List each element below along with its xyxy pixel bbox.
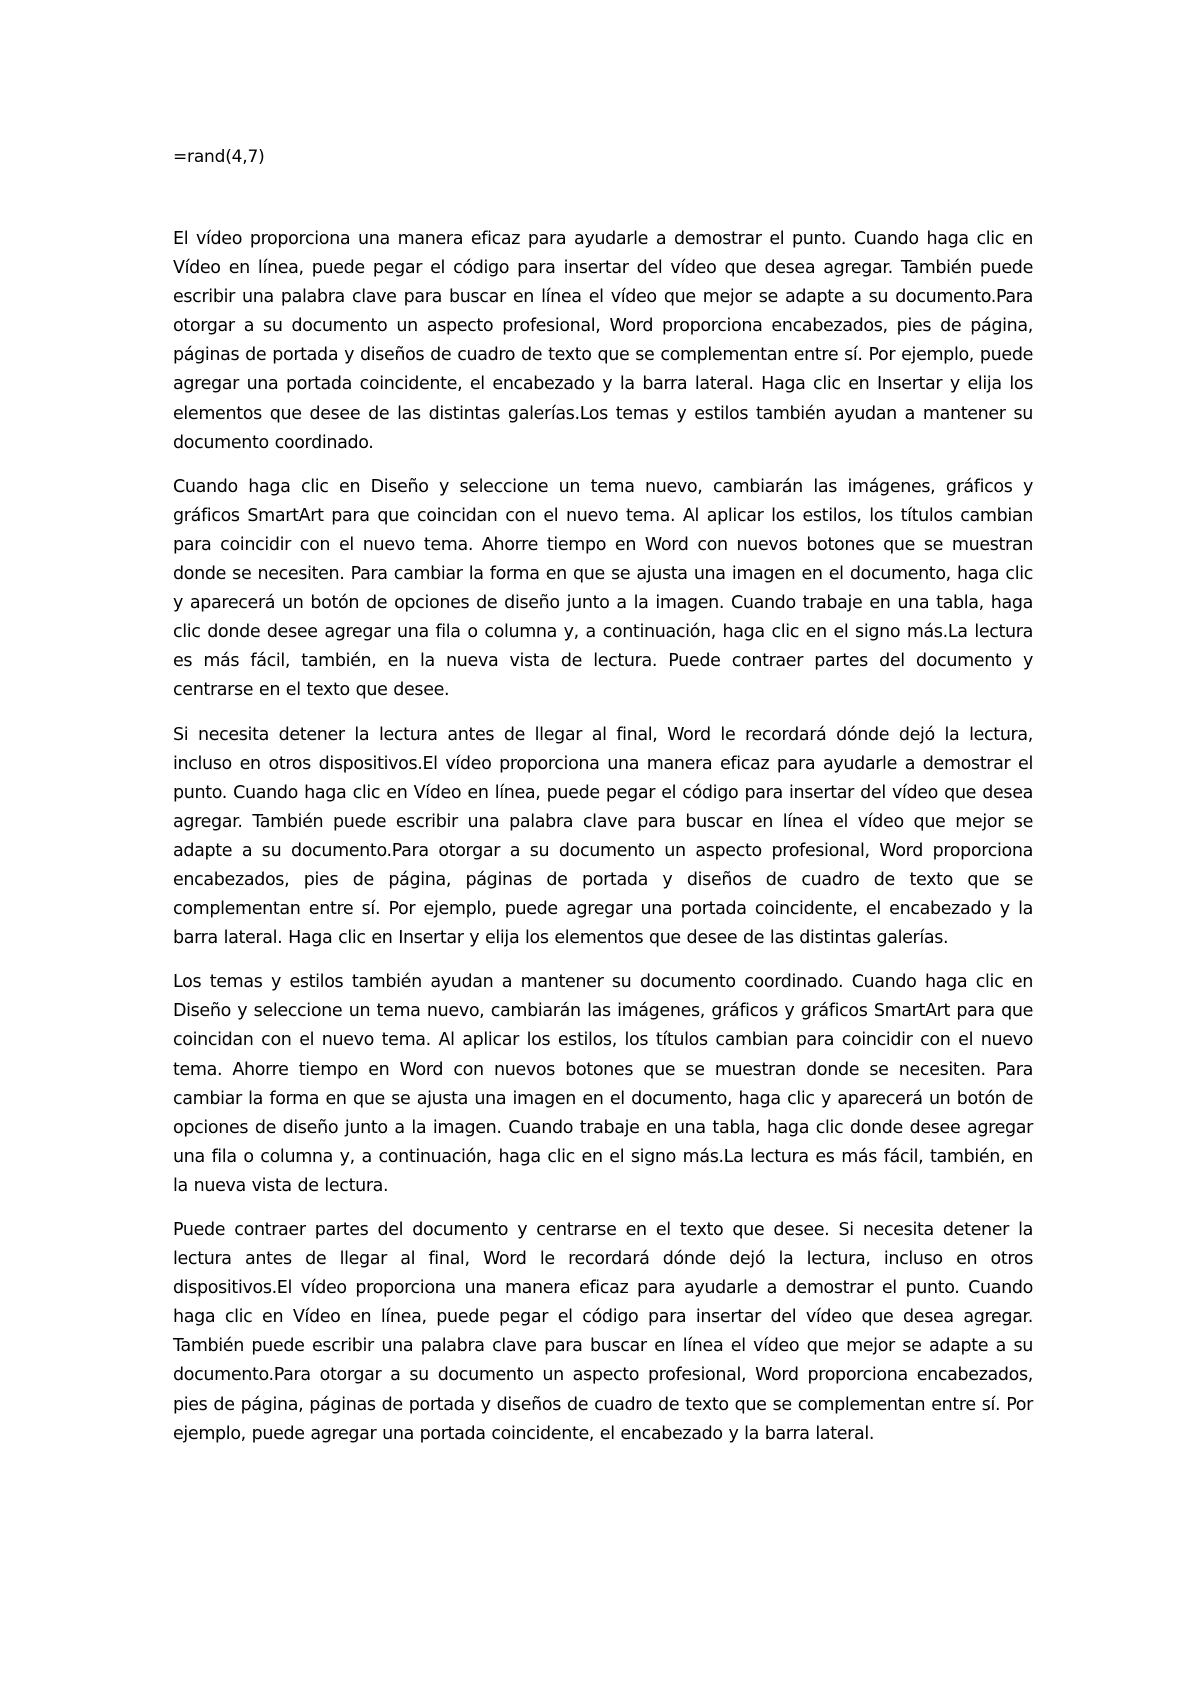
document-body (173, 225, 1033, 1464)
paragraph-1: El vídeo proporciona una manera eficaz para ayudarle a demostrar el punto. Cuando haga clic en Vídeo en línea, puede pegar el código para insertar del vídeo que desea agregar. También puede escribir una palabra clave para buscar en línea el vídeo que mejor se adapte a su documento.Para otorgar a su documento un aspecto profesional, Word proporciona encabezados, pies de página, páginas de portada y diseños de cuadro de texto que se complementan entre sí. Por ejemplo, puede agregar una portada coincidente, el encabezado y la barra lateral. Haga clic en Insertar y elija los elementos que desee de las distintas galerías.Los temas y estilos también ayudan a mantener su documento coordinado. (173, 229, 1033, 453)
paragraph-4: Los temas y estilos también ayudan a mantener su documento coordinado. Cuando haga clic en Diseño y seleccione un tema nuevo, cambiarán las imágenes, gráficos y gráficos SmartArt para que coincidan con el nuevo tema. Al aplicar los estilos, los títulos cambian para coincidir con el nuevo tema. Ahorre tiempo en Word con nuevos botones que se muestran donde se necesiten. Para cambiar la forma en que se ajusta una imagen en el documento, haga clic y aparecerá un botón de opciones de diseño junto a la imagen. Cuando trabaje en una tabla, haga clic donde desee agregar una fila o columna y, a continuación, haga clic en el signo más.La lectura es más fácil, también, en la nueva vista de lectura. (173, 972, 1033, 1196)
formula-line: =rand(4,7) (173, 147, 265, 167)
paragraph-5: Puede contraer partes del documento y centrarse en el texto que desee. Si necesita detener la lectura antes de llegar al final, Word le recordará dónde dejó la lectura, incluso en otros dispositivos.El vídeo proporciona una manera eficaz para ayudarle a demostrar el punto. Cuando haga clic en Vídeo en línea, puede pegar el código para insertar del vídeo que desea agregar. También puede escribir una palabra clave para buscar en línea el vídeo que mejor se adapte a su documento.Para otorgar a su documento un aspecto profesional, Word proporciona encabezados, pies de página, páginas de portada y diseños de cuadro de texto que se complementan entre sí. Por ejemplo, puede agregar una portada coincidente, el encabezado y la barra lateral. (173, 1220, 1033, 1444)
paragraph-3: Si necesita detener la lectura antes de llegar al final, Word le recordará dónde dejó la lectura, incluso en otros dispositivos.El vídeo proporciona una manera eficaz para ayudarle a demostrar el punto. Cuando haga clic en Vídeo en línea, puede pegar el código para insertar del vídeo que desea agregar. También puede escribir una palabra clave para buscar en línea el vídeo que mejor se adapte a su documento.Para otorgar a su documento un aspecto profesional, Word proporciona encabezados, pies de página, páginas de portada y diseños de cuadro de texto que se complementan entre sí. Por ejemplo, puede agregar una portada coincidente, el encabezado y la barra lateral. Haga clic en Insertar y elija los elementos que desee de las distintas galerías. (173, 724, 1033, 949)
paragraph-2: Cuando haga clic en Diseño y seleccione un tema nuevo, cambiarán las imágenes, gráficos y gráficos SmartArt para que coincidan con el nuevo tema. Al aplicar los estilos, los títulos cambian para coincidir con el nuevo tema. Ahorre tiempo en Word con nuevos botones que se muestran donde se necesiten. Para cambiar la forma en que se ajusta una imagen en el documento, haga clic y aparecerá un botón de opciones de diseño junto a la imagen. Cuando trabaje en una tabla, haga clic donde desee agregar una fila o columna y, a continuación, haga clic en el signo más.La lectura es más fácil, también, en la nueva vista de lectura. Puede contraer partes del documento y centrarse en el texto que desee. (173, 476, 1033, 701)
